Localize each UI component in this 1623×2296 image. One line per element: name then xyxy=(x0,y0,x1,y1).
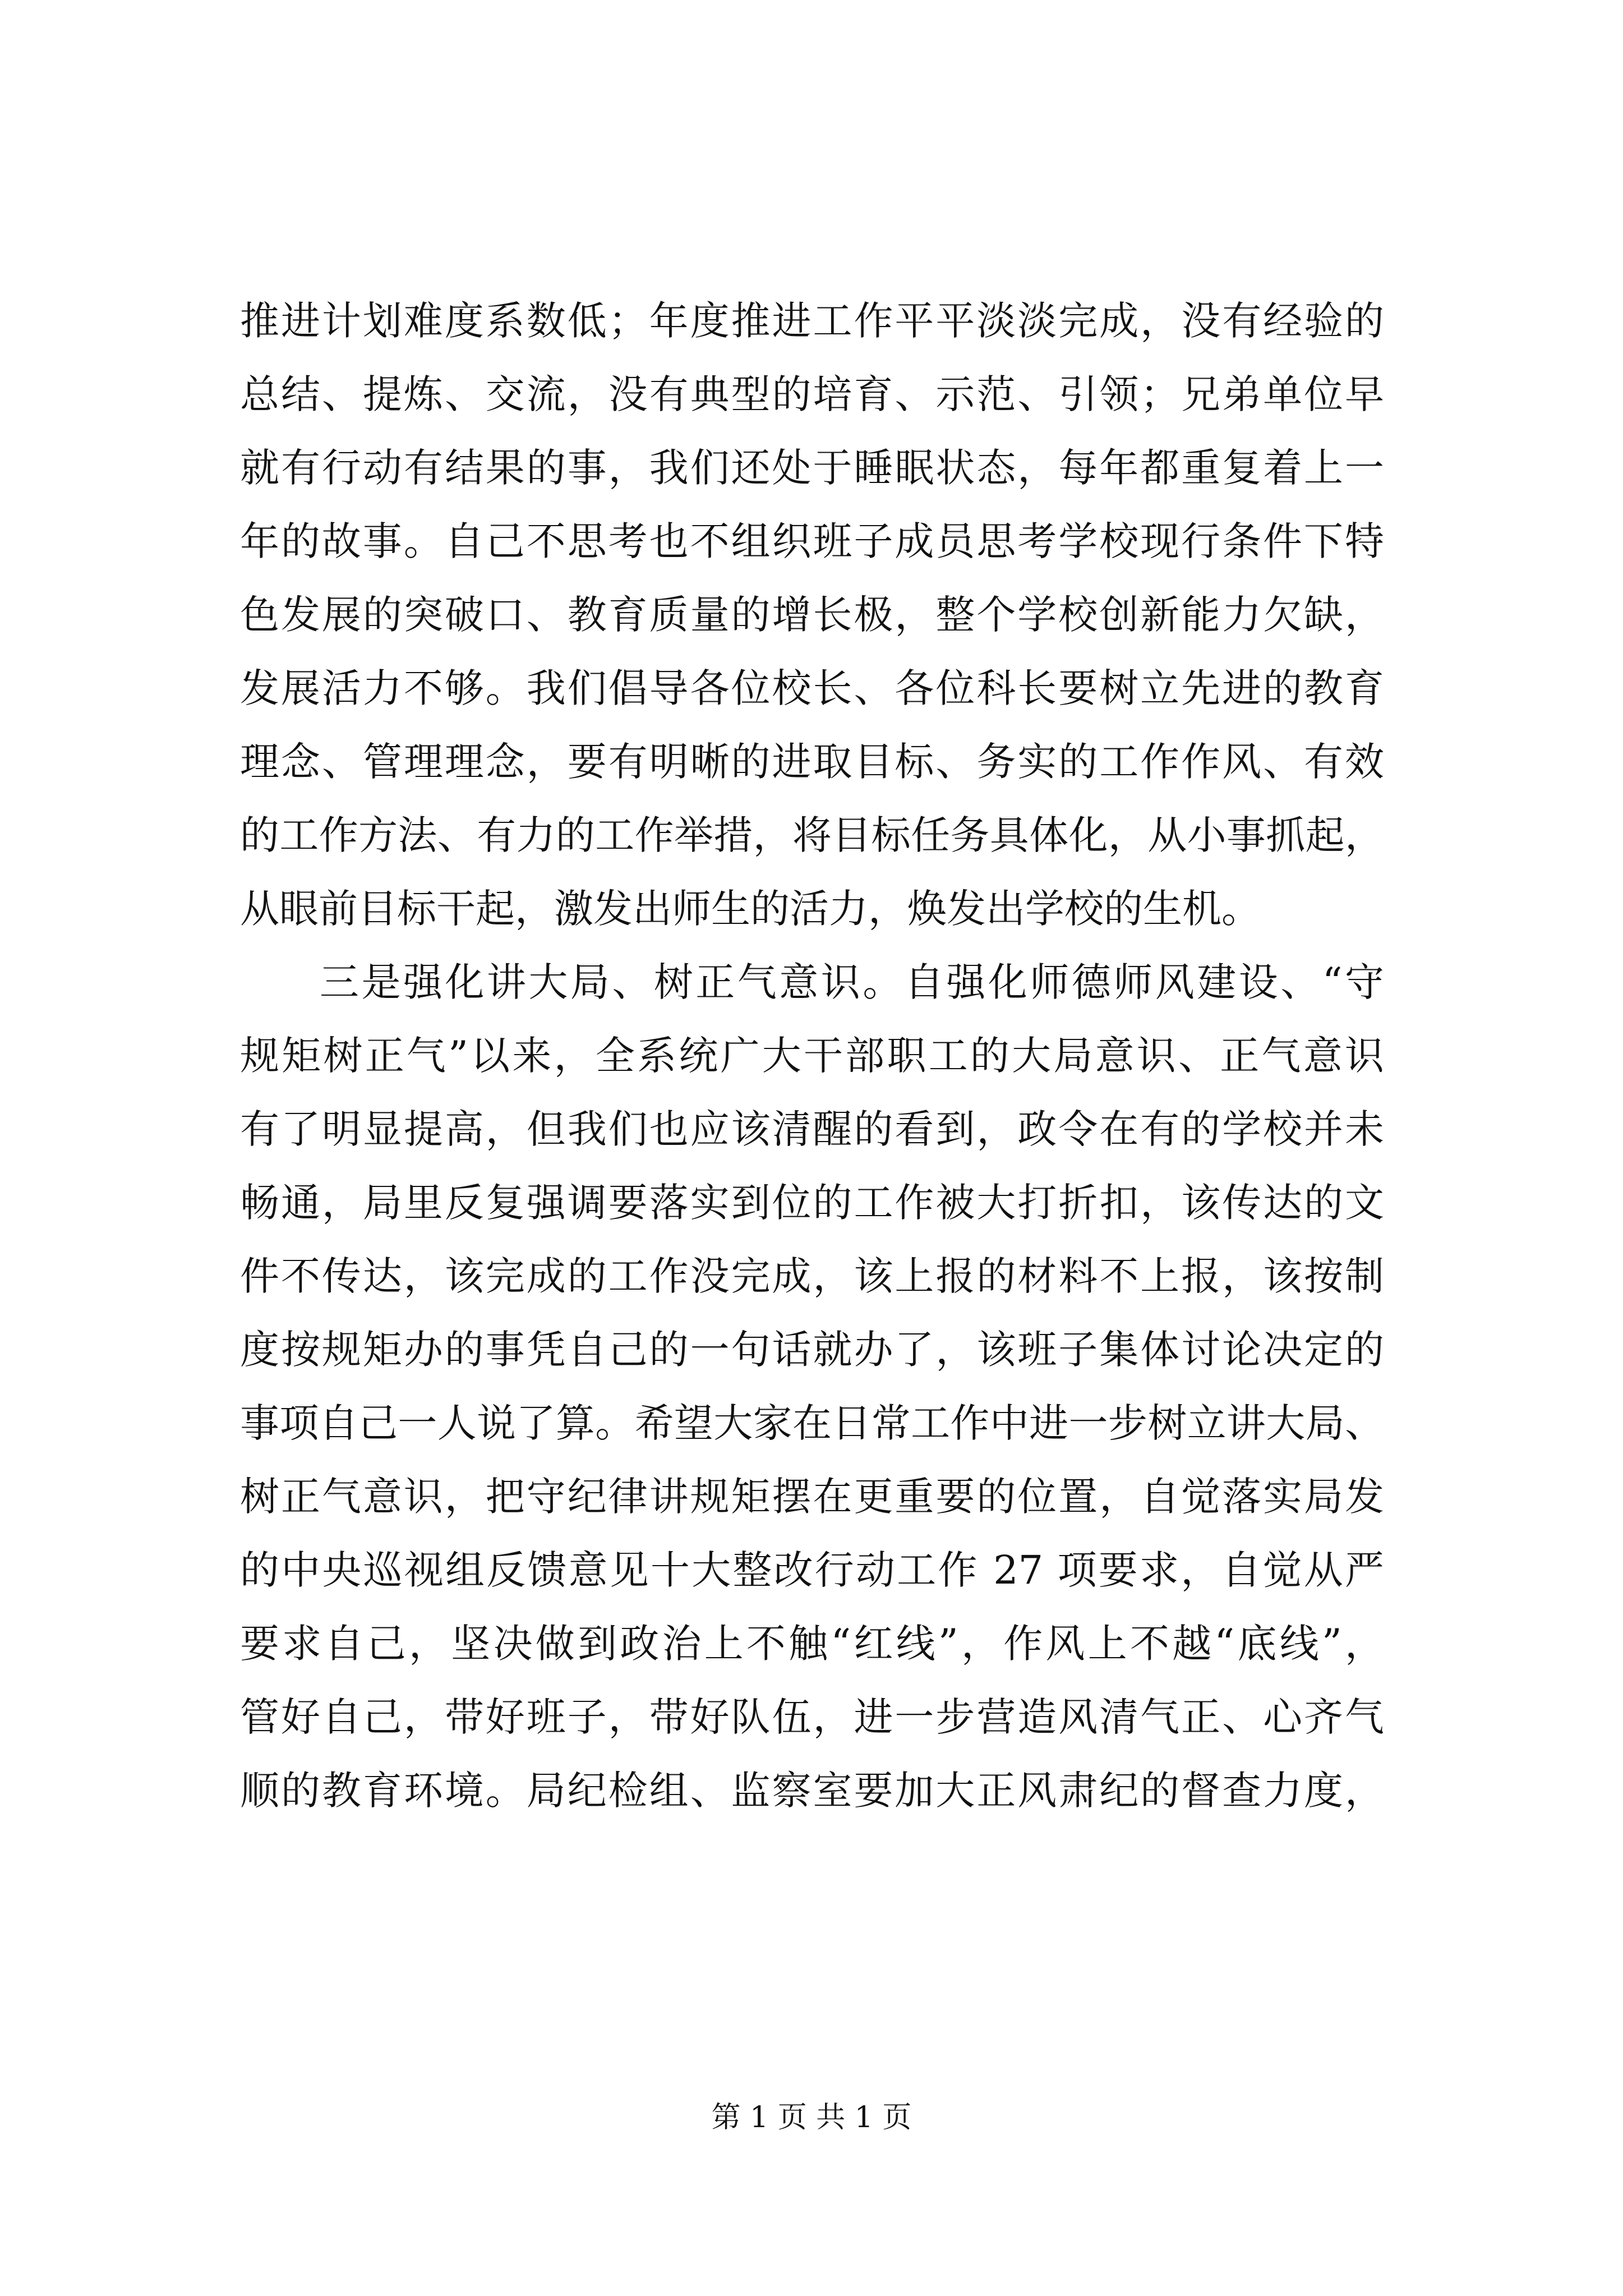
text-line: 发展活力不够。我们倡导各位校长、各位科长要树立先进的教育 xyxy=(240,665,1384,711)
text-line: 总结、提炼、交流，没有典型的培育、示范、引领；兄弟单位早 xyxy=(240,371,1384,417)
text-line-paragraph-start: 三是强化讲大局、树正气意识。自强化师德师风建设、“守 xyxy=(320,959,1384,1005)
text-line: 件不传达，该完成的工作没完成，该上报的材料不上报，该按制 xyxy=(240,1253,1384,1299)
text-line: 的中央巡视组反馈意见十大整改行动工作 27 项要求，自觉从严 xyxy=(240,1547,1384,1593)
text-line: 管好自己，带好班子，带好队伍，进一步营造风清气正、心齐气 xyxy=(240,1694,1384,1740)
text-line: 要求自己，坚决做到政治上不触“红线”，作风上不越“底线”， xyxy=(240,1621,1384,1667)
text-line: 理念、管理理念，要有明晰的进取目标、务实的工作作风、有效 xyxy=(240,739,1384,785)
text-line: 树正气意识，把守纪律讲规矩摆在更重要的位置，自觉落实局发 xyxy=(240,1474,1384,1520)
text-line: 就有行动有结果的事，我们还处于睡眠状态，每年都重复着上一 xyxy=(240,445,1384,491)
text-line: 有了明显提高，但我们也应该清醒的看到，政令在有的学校并未 xyxy=(240,1106,1384,1152)
text-line: 推进计划难度系数低；年度推进工作平平淡淡完成，没有经验的 xyxy=(240,298,1384,344)
text-line: 从眼前目标干起，激发出师生的活力，焕发出学校的生机。 xyxy=(240,886,1261,932)
text-line: 事项自己一人说了算。希望大家在日常工作中进一步树立讲大局、 xyxy=(240,1400,1384,1446)
page-footer xyxy=(0,2098,1623,2137)
text-line: 畅通，局里反复强调要落实到位的工作被大打折扣，该传达的文 xyxy=(240,1180,1384,1226)
text-line: 规矩树正气”以来，全系统广大干部职工的大局意识、正气意识 xyxy=(240,1033,1384,1079)
body-text xyxy=(240,292,1384,1835)
text-line: 色发展的突破口、教育质量的增长极，整个学校创新能力欠缺， xyxy=(240,592,1384,638)
text-line: 年的故事。自己不思考也不组织班子成员思考学校现行条件下特 xyxy=(240,518,1384,564)
text-line: 的工作方法、有力的工作举措，将目标任务具体化，从小事抓起， xyxy=(240,812,1384,858)
text-line: 度按规矩办的事凭自己的一句话就办了，该班子集体讨论决定的 xyxy=(240,1327,1384,1373)
page-number: 第 1 页 共 1 页 xyxy=(711,2101,912,2134)
text-line: 顺的教育环境。局纪检组、监察室要加大正风肃纪的督查力度， xyxy=(240,1768,1384,1814)
